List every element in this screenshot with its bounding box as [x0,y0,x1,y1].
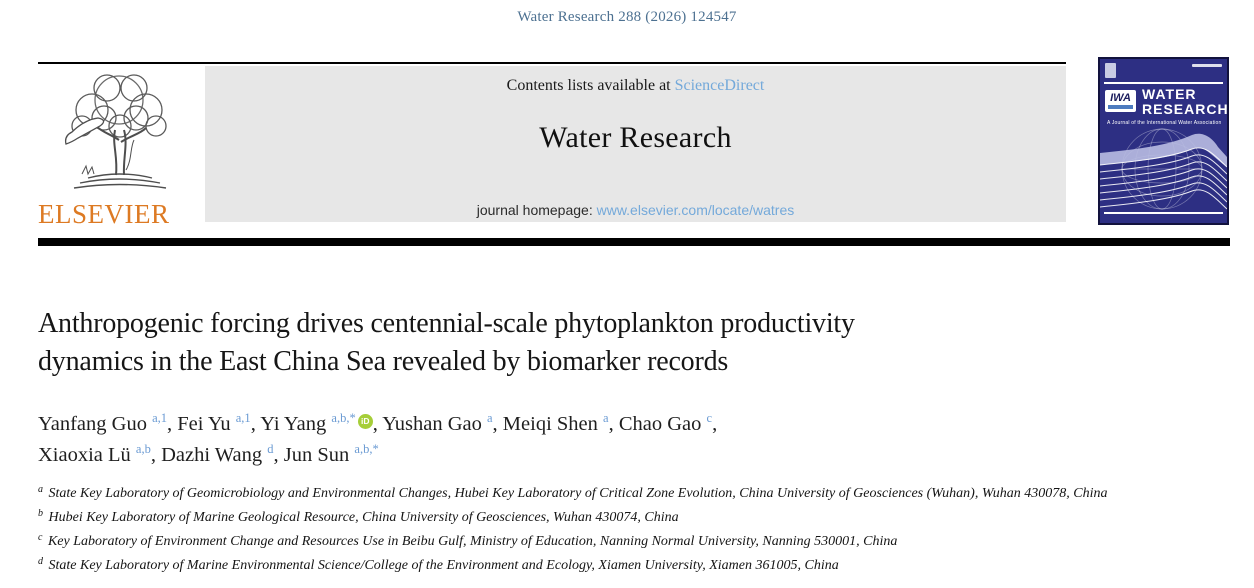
elsevier-logo [38,68,202,230]
article-title-line2: dynamics in the East China Sea revealed by biomarker records [38,346,729,377]
cover-publisher-mini-logo [1105,63,1116,78]
author-affiliation-superscript: a,1 [235,411,251,425]
author-affiliation-superscript: a,b [135,442,151,456]
author-name: Fei Yu $^{a,1}$ [177,411,251,435]
article-title [38,305,1138,381]
affiliation-entry [38,555,1158,576]
author-affiliation-superscript: a,b,* [354,442,379,456]
article-title-line1: Anthropogenic forcing drives centennial-scale phytoplankton productivity [38,308,855,339]
cover-wave-art [1100,127,1227,217]
author-name: Meiqi Shen $^a$ [502,411,609,435]
iwa-logo-strip [1108,105,1133,109]
cover-title-line1: WATER [1142,86,1197,102]
author-affiliation-superscript: a,b,* [331,411,356,425]
journal-cover-thumbnail [1098,57,1229,225]
cover-journal-title [1142,87,1229,117]
author-separator: , [150,444,162,466]
contents-line [205,77,1066,95]
contents-prefix: Contents lists available at [506,77,671,94]
author-affiliation-superscript: a [603,411,609,425]
affiliation-entry [38,507,1158,528]
header-top-rule [38,62,1066,64]
author-separator: , [167,413,178,435]
orcid-icon[interactable]: iD [358,414,373,429]
homepage-line [205,202,1066,218]
homepage-link[interactable]: www.elsevier.com/locate/watres [596,202,795,218]
author-separator: , [712,413,718,435]
author-name: Yushan Gao $^a$ [382,411,493,435]
journal-citation: Water Research 288 (2026) 124547 [517,9,737,25]
journal-title: Water Research [539,121,732,154]
author-name: Chao Gao $^c$ [618,411,713,435]
elsevier-wordmark: ELSEVIER [38,199,170,229]
affiliation-text: Key Laboratory of Environment Change and Resources Use in Beibu Gulf, Ministry of Education, Nanning Normal University, Nanning 530001, China [44,534,898,549]
author-separator: , [492,413,503,435]
iwa-logo [1105,90,1136,112]
author-separator: , [372,413,383,435]
cover-title-line2: RESEARCH [1142,101,1229,117]
elsevier-tree-icon [52,70,186,198]
sciencedirect-link[interactable]: ScienceDirect [674,77,765,94]
author-separator: , [608,413,619,435]
author-separator: , [273,444,284,466]
affiliation-marker: c [38,532,43,543]
author-name: Jun Sun $^{a,b,*}$ [283,442,379,466]
author-name: Yanfang Guo $^{a,1}$ [38,411,168,435]
affiliation-text: Hubei Key Laboratory of Marine Geological Resource, China University of Geosciences, Wuhan 430074, China [45,510,679,525]
author-name: Yi Yang $^{a,b,*}$ [260,411,356,435]
author-affiliation-superscript: a,1 [152,411,168,425]
author-separator: , [250,413,261,435]
cover-subtitle: A Journal of the International Water Association [1107,120,1222,126]
affiliation-list [38,483,1158,579]
cover-issn-text [1192,64,1222,67]
author-affiliation-superscript: c [706,411,713,425]
homepage-prefix: journal homepage: [476,202,593,218]
author-name: Dazhi Wang $^d$ [161,442,274,466]
author-affiliation-superscript: a [486,411,493,425]
author-name: Xiaoxia Lü $^{a,b}$ [38,442,151,466]
header-bottom-bar [38,238,1230,246]
journal-header-band [205,66,1066,222]
affiliation-text: State Key Laboratory of Geomicrobiology and Environmental Changes, Hubei Key Laboratory of Critical Zone Evolution, China University of Geosciences (Wuhan), Wuhan 430078, China [45,486,1108,501]
affiliation-entry [38,531,1158,552]
affiliation-marker: d [38,556,43,567]
affiliation-entry [38,483,1158,504]
author-affiliation-superscript: d [267,442,274,456]
cover-divider-bottom [1104,212,1223,214]
non-solus-banner [66,118,104,144]
affiliation-text: State Key Laboratory of Marine Environmental Science/College of the Environment and Ecology, Xiamen University, Xiamen 361005, China [45,558,839,573]
author-list [38,409,1218,471]
author-row [38,440,1218,471]
iwa-label: IWA [1110,92,1131,104]
affiliation-marker: b [38,508,43,519]
author-row [38,409,1218,440]
affiliation-marker: a [38,484,43,495]
cover-divider-top [1104,82,1223,84]
